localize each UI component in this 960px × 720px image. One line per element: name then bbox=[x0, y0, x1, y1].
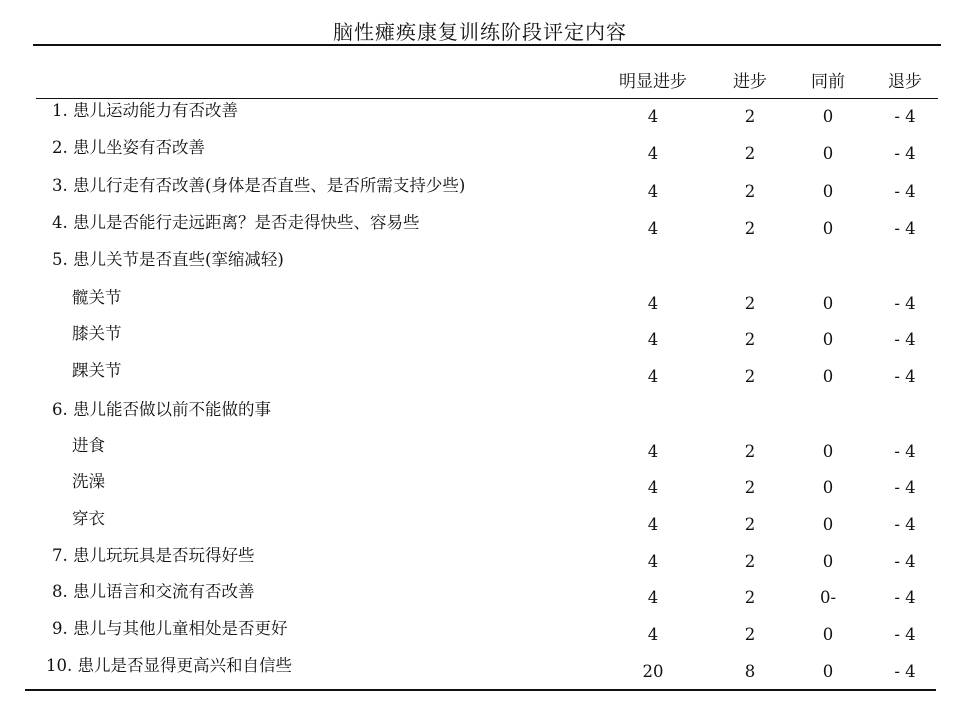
score-same: 0 bbox=[822, 625, 834, 644]
score-progress: 2 bbox=[744, 294, 756, 313]
header-same: 同前 bbox=[811, 72, 845, 92]
score-progress: 2 bbox=[744, 552, 756, 571]
score-significant-progress: 4 bbox=[647, 625, 659, 644]
sub-item-label: 进食 bbox=[72, 436, 105, 455]
bottom-rule bbox=[25, 689, 936, 691]
score-regression: - 4 bbox=[894, 478, 916, 497]
score-progress: 2 bbox=[744, 219, 756, 238]
table-row bbox=[0, 396, 960, 426]
score-significant-progress: 4 bbox=[647, 442, 659, 461]
score-significant-progress: 4 bbox=[647, 294, 659, 313]
score-same: 0 bbox=[822, 294, 834, 313]
item-label: 7. 患儿玩玩具是否玩得好些 bbox=[52, 546, 255, 565]
score-regression: - 4 bbox=[894, 294, 916, 313]
table-row bbox=[0, 468, 960, 498]
table-row bbox=[0, 652, 960, 682]
score-significant-progress: 4 bbox=[647, 515, 659, 534]
top-rule bbox=[33, 44, 941, 46]
score-same: 0 bbox=[822, 515, 834, 534]
score-progress: 2 bbox=[744, 625, 756, 644]
item-label: 4. 患儿是否能行走远距离？是否走得快些、容易些 bbox=[52, 213, 420, 232]
item-label: 1. 患儿运动能力有否改善 bbox=[52, 101, 238, 120]
table-title: 脑性瘫痪康复训练阶段评定内容 bbox=[333, 20, 627, 44]
sub-item-label: 穿衣 bbox=[72, 509, 105, 528]
table-row bbox=[0, 209, 960, 239]
score-same: 0 bbox=[822, 552, 834, 571]
score-significant-progress: 4 bbox=[647, 219, 659, 238]
header-progress: 进步 bbox=[733, 72, 767, 92]
table-row bbox=[0, 97, 960, 127]
table-row bbox=[0, 432, 960, 462]
item-label: 9. 患儿与其他儿童相处是否更好 bbox=[52, 619, 288, 638]
score-significant-progress: 4 bbox=[647, 330, 659, 349]
score-progress: 2 bbox=[744, 107, 756, 126]
sub-item-label: 髋关节 bbox=[72, 288, 122, 307]
table-row bbox=[0, 172, 960, 202]
score-same: 0 bbox=[822, 662, 834, 681]
table-row bbox=[0, 134, 960, 164]
item-label: 2. 患儿坐姿有否改善 bbox=[52, 138, 205, 157]
item-label: 3. 患儿行走有否改善(身体是否直些、是否所需支持少些) bbox=[52, 176, 466, 195]
sub-item-label: 踝关节 bbox=[72, 361, 122, 380]
score-same: 0 bbox=[822, 330, 834, 349]
score-progress: 2 bbox=[744, 588, 756, 607]
score-significant-progress: 4 bbox=[647, 367, 659, 386]
score-same: 0- bbox=[819, 588, 837, 607]
score-regression: - 4 bbox=[894, 330, 916, 349]
score-progress: 2 bbox=[744, 182, 756, 201]
score-same: 0 bbox=[822, 182, 834, 201]
score-regression: - 4 bbox=[894, 182, 916, 201]
score-progress: 2 bbox=[744, 330, 756, 349]
score-regression: - 4 bbox=[894, 442, 916, 461]
score-significant-progress: 4 bbox=[647, 588, 659, 607]
score-regression: - 4 bbox=[894, 552, 916, 571]
score-significant-progress: 20 bbox=[642, 662, 664, 681]
score-same: 0 bbox=[822, 107, 834, 126]
item-label: 10. 患儿是否显得更高兴和自信些 bbox=[46, 656, 292, 675]
score-same: 0 bbox=[822, 144, 834, 163]
score-progress: 2 bbox=[744, 442, 756, 461]
table-row bbox=[0, 505, 960, 535]
score-progress: 2 bbox=[744, 367, 756, 386]
score-same: 0 bbox=[822, 367, 834, 386]
score-regression: - 4 bbox=[894, 107, 916, 126]
table-row bbox=[0, 578, 960, 608]
item-label: 6. 患儿能否做以前不能做的事 bbox=[52, 400, 271, 419]
score-significant-progress: 4 bbox=[647, 107, 659, 126]
score-regression: - 4 bbox=[894, 144, 916, 163]
score-regression: - 4 bbox=[894, 515, 916, 534]
table-row bbox=[0, 542, 960, 572]
score-progress: 2 bbox=[744, 144, 756, 163]
table-row bbox=[0, 246, 960, 276]
score-regression: - 4 bbox=[894, 588, 916, 607]
sub-item-label: 膝关节 bbox=[72, 324, 122, 343]
sub-item-label: 洗澡 bbox=[72, 472, 105, 491]
score-significant-progress: 4 bbox=[647, 144, 659, 163]
score-significant-progress: 4 bbox=[647, 552, 659, 571]
score-significant-progress: 4 bbox=[647, 478, 659, 497]
score-same: 0 bbox=[822, 442, 834, 461]
score-same: 0 bbox=[822, 478, 834, 497]
score-progress: 8 bbox=[744, 662, 756, 681]
score-same: 0 bbox=[822, 219, 834, 238]
score-regression: - 4 bbox=[894, 367, 916, 386]
score-progress: 2 bbox=[744, 515, 756, 534]
score-progress: 2 bbox=[744, 478, 756, 497]
table-row bbox=[0, 320, 960, 350]
item-label: 8. 患儿语言和交流有否改善 bbox=[52, 582, 255, 601]
table-row bbox=[0, 357, 960, 387]
header-significant-progress: 明显进步 bbox=[619, 72, 687, 92]
header-regression: 退步 bbox=[888, 72, 922, 92]
score-significant-progress: 4 bbox=[647, 182, 659, 201]
table-row bbox=[0, 284, 960, 314]
score-regression: - 4 bbox=[894, 625, 916, 644]
score-regression: - 4 bbox=[894, 219, 916, 238]
table-row bbox=[0, 615, 960, 645]
item-label: 5. 患儿关节是否直些(挛缩减轻) bbox=[52, 250, 284, 269]
score-regression: - 4 bbox=[894, 662, 916, 681]
